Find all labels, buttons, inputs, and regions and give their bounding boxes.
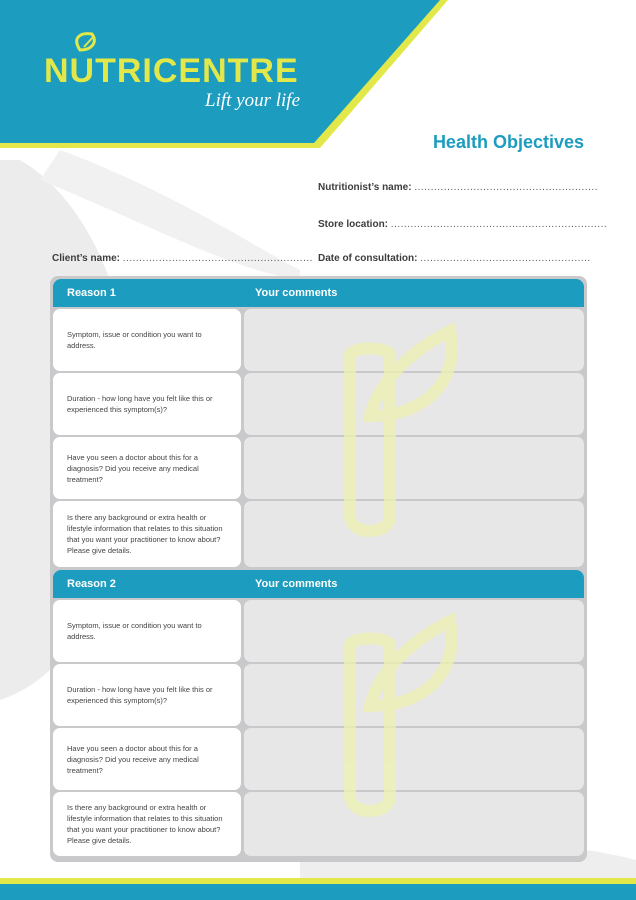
nutritionist-label: Nutritionist’s name: xyxy=(318,182,412,193)
question-cell: Symptom, issue or condition you want to address. xyxy=(53,309,241,371)
table-row xyxy=(53,437,584,499)
table-row xyxy=(53,501,584,567)
table-row xyxy=(53,792,584,856)
client-label: Client’s name: xyxy=(52,253,120,264)
store-label: Store location: xyxy=(318,219,389,230)
question-cell: Symptom, issue or condition you want to address. xyxy=(53,600,241,662)
client-input-line[interactable]: .......................................................... xyxy=(122,253,313,264)
comment-input[interactable] xyxy=(244,373,584,435)
question-cell: Have you seen a doctor about this for a diagnosis? Did you receive any medical treatment? xyxy=(53,728,241,790)
date-field[interactable] xyxy=(318,253,591,264)
table-row xyxy=(53,373,584,435)
reason-2-comments-header: Your comments xyxy=(255,578,338,590)
client-field[interactable] xyxy=(52,253,313,264)
reason-1-header xyxy=(53,279,584,307)
comment-input[interactable] xyxy=(244,664,584,726)
question-cell: Is there any background or extra health or lifestyle information that relates to this situation that you want your practitioner to know about? Please give details. xyxy=(53,792,241,856)
date-label: Date of consultation: xyxy=(318,253,418,264)
objectives-table xyxy=(50,276,587,862)
comment-input[interactable] xyxy=(244,501,584,567)
reason-1-title: Reason 1 xyxy=(67,287,116,299)
brand-logo: NUTRICENTRE xyxy=(44,52,299,90)
table-row xyxy=(53,309,584,371)
question-cell: Have you seen a doctor about this for a diagnosis? Did you receive any medical treatment? xyxy=(53,437,241,499)
date-input-line[interactable]: .................................................... xyxy=(420,253,591,264)
reason-2-title: Reason 2 xyxy=(67,578,116,590)
store-input-line[interactable]: .................................................................. xyxy=(390,219,608,230)
brand-tagline: Lift your life xyxy=(205,90,300,111)
reason-1-section xyxy=(53,279,584,567)
table-row xyxy=(53,664,584,726)
comment-input[interactable] xyxy=(244,600,584,662)
comment-input[interactable] xyxy=(244,728,584,790)
store-field[interactable] xyxy=(318,219,607,230)
reason-2-header xyxy=(53,570,584,598)
nutritionist-input-line[interactable]: ........................................................ xyxy=(414,182,598,193)
question-cell: Is there any background or extra health or lifestyle information that relates to this situation that you want your practitioner to know about? Please give details. xyxy=(53,501,241,567)
table-row xyxy=(53,600,584,662)
reason-1-comments-header: Your comments xyxy=(255,287,338,299)
comment-input[interactable] xyxy=(244,437,584,499)
table-row xyxy=(53,728,584,790)
comment-input[interactable] xyxy=(244,792,584,856)
question-cell: Duration - how long have you felt like this or experienced this symptom(s)? xyxy=(53,664,241,726)
footer-strip xyxy=(0,878,636,900)
question-cell: Duration - how long have you felt like this or experienced this symptom(s)? xyxy=(53,373,241,435)
reason-2-section xyxy=(53,570,584,858)
comment-input[interactable] xyxy=(244,309,584,371)
page-title: Health Objectives xyxy=(432,132,584,152)
nutritionist-field[interactable] xyxy=(318,182,598,193)
